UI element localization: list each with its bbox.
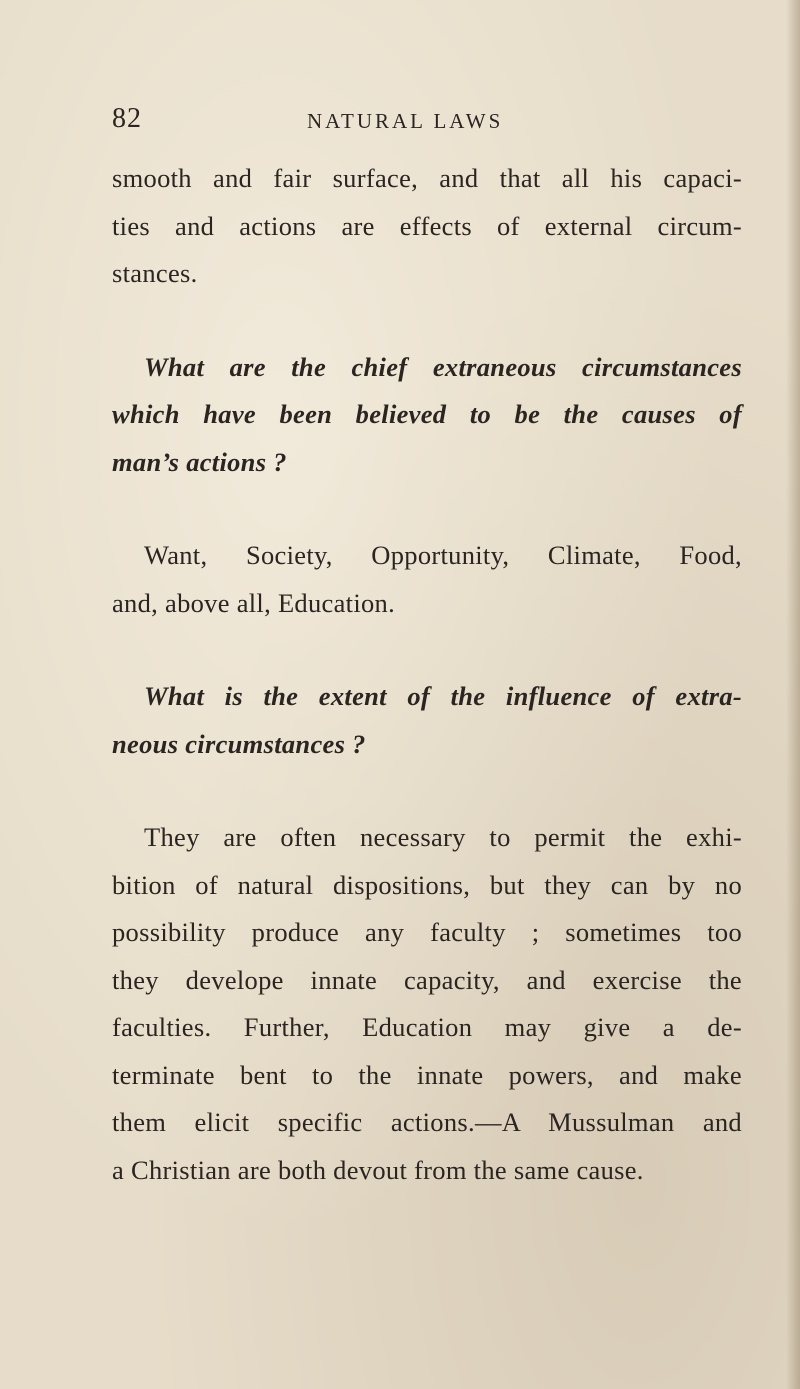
question-paragraph bbox=[112, 344, 742, 487]
answer-paragraph bbox=[112, 532, 742, 627]
text-line: ties and actions are effects of external circum- bbox=[112, 210, 742, 241]
text-line: faculties. Further, Education may give a de- bbox=[112, 1012, 742, 1042]
text-line: neous circumstances ? bbox=[112, 728, 366, 759]
page-number: 82 bbox=[112, 103, 142, 134]
text-line: What are the chief extraneous circumstances bbox=[144, 351, 742, 382]
paragraph-gap bbox=[112, 486, 742, 532]
paragraph-continuation bbox=[112, 155, 742, 298]
text-line: them elicit specific actions.—A Mussulman and bbox=[112, 1107, 742, 1137]
text-line: which have been believed to be the causes of bbox=[112, 399, 742, 429]
text-line: bition of natural dispositions, but they can by no bbox=[112, 869, 742, 900]
text-line: stances. bbox=[112, 258, 198, 288]
text-line: man’s actions ? bbox=[112, 446, 287, 477]
text-line: and, above all, Education. bbox=[112, 587, 396, 618]
text-line: smooth and fair surface, and that all his capaci- bbox=[112, 163, 742, 193]
text-line: a Christian are both devout from the same cause. bbox=[112, 1154, 644, 1185]
running-head: NATURAL LAWS bbox=[307, 109, 504, 133]
text-line: possibility produce any faculty ; sometimes too bbox=[112, 917, 742, 947]
paragraph-gap bbox=[112, 298, 742, 344]
text-line: What is the extent of the influence of extra- bbox=[144, 681, 742, 711]
page-body bbox=[112, 155, 742, 1194]
paragraph-gap bbox=[112, 627, 742, 673]
text-line: They are often necessary to permit the exhi- bbox=[144, 822, 742, 852]
answer-paragraph bbox=[112, 814, 742, 1194]
page-edge-shadow bbox=[786, 0, 800, 1389]
paragraph-gap bbox=[112, 768, 742, 814]
text-line: they develope innate capacity, and exercise the bbox=[112, 964, 742, 995]
text-line: Want, Society, Opportunity, Climate, Food, bbox=[144, 540, 742, 570]
page-header bbox=[112, 103, 712, 143]
text-line: terminate bent to the innate powers, and make bbox=[112, 1059, 742, 1090]
question-paragraph bbox=[112, 673, 742, 768]
